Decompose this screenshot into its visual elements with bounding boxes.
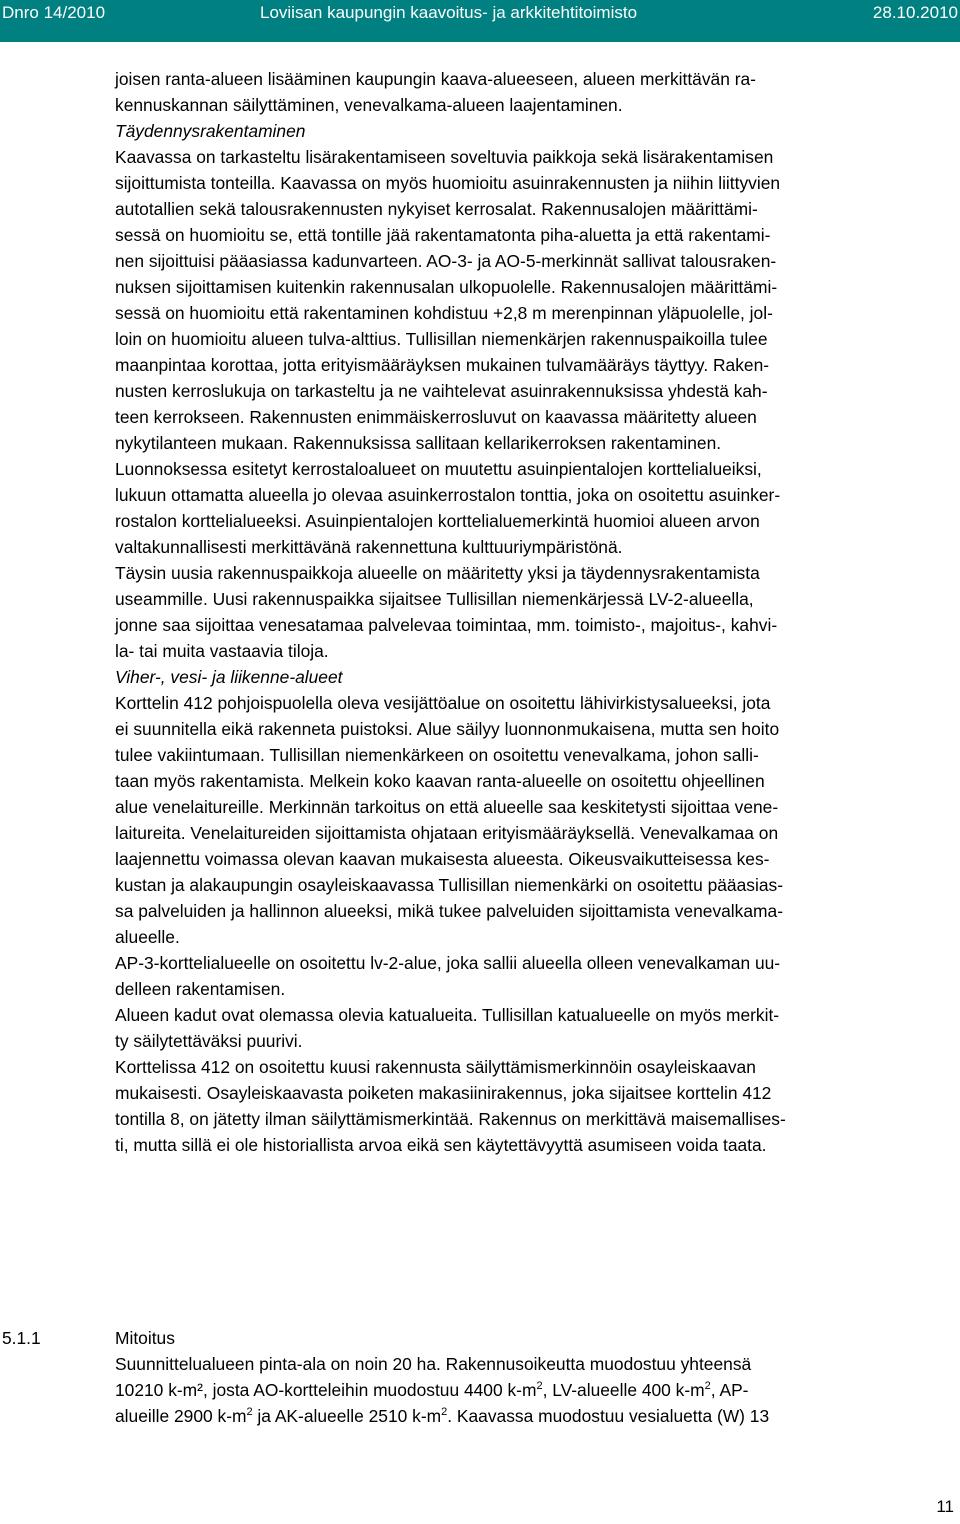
text-line: la- tai muita vastaavia tiloja. <box>115 641 329 661</box>
text-line <box>115 1377 955 1403</box>
text-line: Suunnittelualueen pinta-ala on noin 20 ha. Rakennusoikeutta muodostuu yhteensä <box>115 1354 752 1374</box>
text-line: loin on huomioitu alueen tulva-alttius. Tullisillan niemenkärjen rakennuspaikoilla tulee <box>115 329 768 349</box>
text-line: nen sijoittuisi pääasiassa kadunvarteen. AO-3- ja AO-5-merkinnät sallivat talousraken- <box>115 251 777 271</box>
text-fragment: . Kaavassa muodostuu vesialuetta (W) 13 <box>447 1406 770 1426</box>
superscript: 2 <box>246 1406 253 1419</box>
text-line: jonne saa sijoittaa venesatamaa palvelevaa toimintaa, mm. toimisto-, majoitus-, kahvi- <box>115 615 778 635</box>
page-header <box>0 0 960 42</box>
section-heading: Viher-, vesi- ja liikenne-alueet <box>115 667 343 687</box>
superscript: 2 <box>441 1406 448 1419</box>
text-line: autotallien sekä talousrakennusten nykyiset kerrosalat. Rakennusalojen määrittämi- <box>115 199 758 219</box>
text-line: valtakunnallisesti merkittävänä rakennettuna kulttuuriympäristönä. <box>115 537 623 557</box>
office-name: Loviisan kaupungin kaavoitus- ja arkkitehtitoimisto <box>260 3 638 22</box>
text-fragment: 10210 k-m², josta AO-kortteleihin muodostuu 4400 k-m <box>115 1380 537 1400</box>
text-line: nuksen sijoittamisen kuitenkin rakennusalan ulkopuolelle. Rakennusalojen määrittämi- <box>115 277 778 297</box>
section-heading: Täydennysrakentaminen <box>115 121 306 141</box>
ap3-paragraph <box>115 950 955 1002</box>
text-line: sa palveluiden ja hallinnon alueeksi, mikä tukee palveluiden sijoittamista venevalkama- <box>115 901 783 921</box>
text-line: nusten kerroslukuja on tarkasteltu ja ne vaihtelevat asuinrakennuksissa yhdestä kah- <box>115 381 768 401</box>
text-line: rostalon korttelialueeksi. Asuinpientalojen korttelialuemerkintä huomioi alueen arvon <box>115 511 760 531</box>
text-line: alue venelaitureille. Merkinnän tarkoitus on että alueelle saa keskitetysti sijoittaa vene- <box>115 797 779 817</box>
text-line: alueelle. <box>115 927 180 947</box>
text-line: lukuun ottamatta alueella jo olevaa asuinkerrostalon tonttia, joka on osoitettu asuinker- <box>115 485 781 505</box>
document-date: 28.10.2010 <box>872 3 958 22</box>
text-line: teen kerrokseen. Rakennusten enimmäiskerrosluvut on kaavassa määritetty alueen <box>115 407 757 427</box>
text-line: laitureita. Venelaitureiden sijoittamista ohjataan erityismääräyksellä. Venevalkamaa on <box>115 823 779 843</box>
intro-paragraph <box>115 66 955 118</box>
text-fragment: , LV-alueelle 400 k-m <box>542 1380 705 1400</box>
mitoitus-section <box>115 1325 955 1429</box>
superscript: 2 <box>704 1380 711 1393</box>
text-line: taan myös rakentamista. Melkein koko kaavan ranta-alueelle on osoitettu ohjeellinen <box>115 771 765 791</box>
text-line: Korttelin 412 pohjoispuolella oleva vesijättöalue on osoitettu lähivirkistysalueeksi, jota <box>115 693 771 713</box>
text-line: sijoittumista tonteilla. Kaavassa on myös huomioitu asuinrakennusten ja niihin liittyvien <box>115 173 781 193</box>
text-line: Alueen kadut ovat olemassa olevia katualueita. Tullisillan katualueelle on myös merkit- <box>115 1005 780 1025</box>
text-line: delleen rakentamisen. <box>115 979 286 999</box>
text-fragment: , AP- <box>710 1380 749 1400</box>
text-line: kustan ja alakaupungin osayleiskaavassa Tullisillan niemenkärki on osoitettu pääasias- <box>115 875 783 895</box>
text-line: ei suunnitella eikä rakenneta puistoksi. Alue säilyy luonnonmukaisena, mutta sen hoito <box>115 719 780 739</box>
text-line: Korttelissa 412 on osoitettu kuusi rakennusta säilyttämismerkinnöin osayleiskaavan <box>115 1057 756 1077</box>
taydennysrakentaminen-section <box>115 118 955 456</box>
text-line: nykytilanteen mukaan. Rakennuksissa sallitaan kellarikerroksen rakentaminen. <box>115 433 722 453</box>
section-heading: Mitoitus <box>115 1328 175 1348</box>
kadut-paragraph <box>115 1002 955 1054</box>
text-line: ti, mutta sillä ei ole historiallista arvoa eikä sen käytettävyyttä asumiseen voida taata. <box>115 1135 767 1155</box>
text-fragment: alueille 2900 k-m <box>115 1406 247 1426</box>
page-number: 11 <box>936 1497 954 1516</box>
viher-vesi-liikenne-section <box>115 664 955 950</box>
text-line <box>115 1403 955 1429</box>
text-line: sessä on huomioitu että rakentaminen kohdistuu +2,8 m merenpinnan yläpuolelle, jol- <box>115 303 773 323</box>
text-line: tulee vakiintumaan. Tullisillan niemenkärkeen on osoitettu venevalkama, johon salli- <box>115 745 759 765</box>
text-line: tontilla 8, on jätetty ilman säilyttämismerkintää. Rakennus on merkittävä maisemallises- <box>115 1109 786 1129</box>
text-line: Kaavassa on tarkasteltu lisärakentamiseen soveltuvia paikkoja sekä lisärakentamisen <box>115 147 774 167</box>
text-fragment: ja AK-alueelle 2510 k-m <box>252 1406 442 1426</box>
text-line: sessä on huomioitu se, että tontille jää rakentamatonta piha-aluetta ja että rakentami- <box>115 225 771 245</box>
text-line: Luonnoksessa esitetyt kerrostaloalueet on muutettu asuinpientalojen korttelialueiksi, <box>115 459 762 479</box>
kortteli-paragraph <box>115 1054 955 1158</box>
text-line: laajennettu voimassa olevan kaavan mukaisesta alueesta. Oikeusvaikutteisessa kes- <box>115 849 770 869</box>
text-line: joisen ranta-alueen lisääminen kaupungin kaava-alueeseen, alueen merkittävän ra- <box>115 69 756 89</box>
text-line: mukaisesti. Osayleiskaavasta poiketen makasiinirakennus, joka sijaitsee korttelin 412 <box>115 1083 772 1103</box>
text-line: useammille. Uusi rakennuspaikka sijaitsee Tullisillan niemenkärjessä LV-2-alueella, <box>115 589 754 609</box>
luonnos-paragraph <box>115 456 955 560</box>
superscript: 2 <box>536 1380 543 1393</box>
text-line: Täysin uusia rakennuspaikkoja alueelle on määritetty yksi ja täydennysrakentamista <box>115 563 760 583</box>
rakennuspaikat-paragraph <box>115 560 955 664</box>
text-line: maanpintaa korottaa, jotta erityismääräyksen mukainen tulvamääräys täyttyy. Raken- <box>115 355 770 375</box>
text-line: ty säilytettäväksi puurivi. <box>115 1031 303 1051</box>
text-line: kennuskannan säilyttäminen, venevalkama-alueen laajentaminen. <box>115 95 623 115</box>
document-id: Dnro 14/2010 <box>2 3 106 22</box>
body-text <box>115 66 955 1158</box>
text-line: AP-3-korttelialueelle on osoitettu lv-2-alue, joka sallii alueella olleen venevalkaman uu- <box>115 953 781 973</box>
section-number: 5.1.1 <box>2 1328 41 1348</box>
